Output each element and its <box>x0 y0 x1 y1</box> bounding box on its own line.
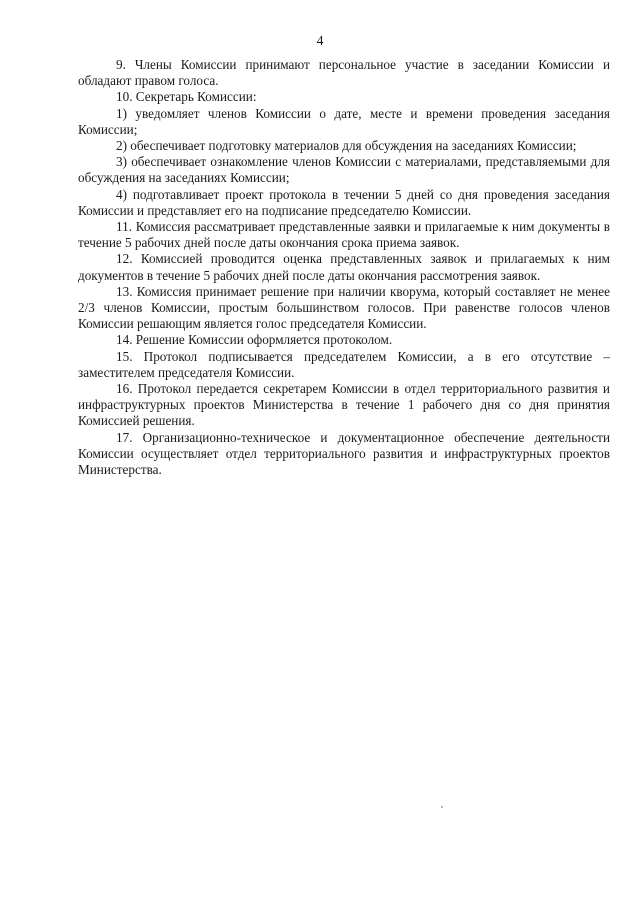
paragraph-10-item-4: 4) подготавливает проект протокола в течении 5 дней со дня проведения заседания Комиссии и представляет его на подписание председателю Комиссии. <box>78 186 610 218</box>
paragraph-9: 9. Члены Комиссии принимают персональное участие в заседании Комиссии и обладают правом голоса. <box>78 57 610 89</box>
paragraph-15: 15. Протокол подписывается председателем Комиссии, а в его отсутствие – заместителем председателя Комиссии. <box>78 348 610 380</box>
paragraph-12: 12. Комиссией проводится оценка представленных заявок и прилагаемых к ним документов в течение 5 рабочих дней после даты окончания рассмотрения заявок. <box>78 251 610 283</box>
paragraph-10-item-3: 3) обеспечивает ознакомление членов Комиссии с материалами, представляемыми для обсуждения на заседаниях Комиссии; <box>78 154 610 186</box>
paragraph-13: 13. Комиссия принимает решение при наличии кворума, который составляет не менее 2/3 членов Комиссии, простым большинством голосов. При равенстве голосов членов Комиссии решающим является голос председателя Комиссии. <box>78 283 610 332</box>
document-body <box>78 57 610 478</box>
scan-speck <box>441 806 443 808</box>
paragraph-10: 10. Секретарь Комиссии: <box>116 89 257 105</box>
paragraph-11: 11. Комиссия рассматривает представленные заявки и прилагаемые к ним документы в течение 5 рабочих дней после даты окончания срока приема заявок. <box>78 219 610 251</box>
paragraph-16: 16. Протокол передается секретарем Комиссии в отдел территориального развития и инфраструктурных проектов Министерства в течение 1 рабочего дня со дня принятия Комиссией решения. <box>78 381 610 429</box>
paragraph-10-item-1: 1) уведомляет членов Комиссии о дате, месте и времени проведения заседания Комиссии; <box>78 105 610 137</box>
paragraph-17: 17. Организационно-техническое и документационное обеспечение деятельности Комиссии осуществляет отдел территориального развития и инфраструктурных проектов Министерства. <box>78 429 610 478</box>
page-number: 4 <box>316 34 324 49</box>
paragraph-10-item-2: 2) обеспечивает подготовку материалов для обсуждения на заседаниях Комиссии; <box>116 138 577 154</box>
paragraph-14: 14. Решение Комиссии оформляется протоколом. <box>116 332 393 348</box>
